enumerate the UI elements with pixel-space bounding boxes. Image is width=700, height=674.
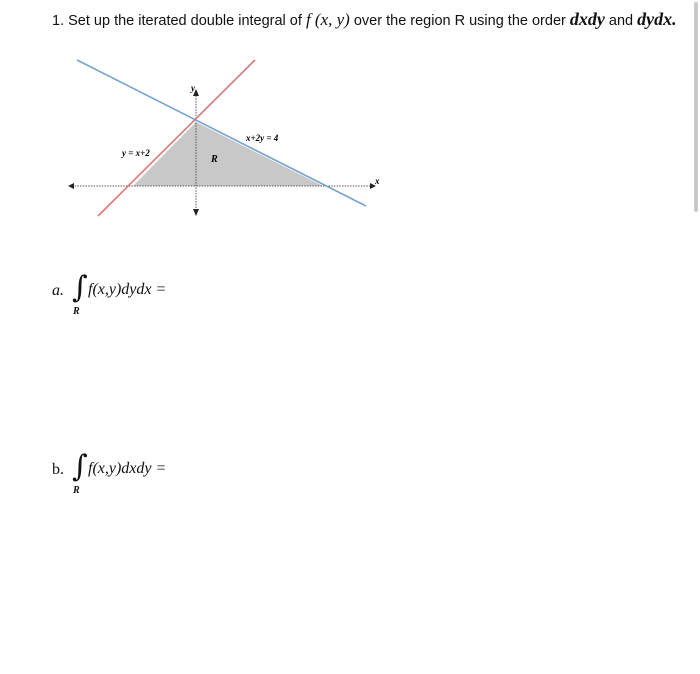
part-a-expression: f(x,y)dydx = — [88, 281, 167, 298]
question-conj: and — [608, 13, 634, 29]
line-1-label: y = x+2 — [122, 148, 150, 158]
question-middle: over the region R using the order — [353, 13, 566, 29]
part-b-expression: f(x,y)dxdy = — [88, 460, 167, 477]
y-axis-down-arrow — [193, 209, 199, 216]
question-prefix: 1. Set up the iterated double integral of — [52, 13, 302, 29]
question-order-2: dydx. — [637, 9, 677, 29]
x-axis-left-arrow — [68, 183, 74, 189]
y-axis-label: y — [191, 83, 195, 93]
line-2-label: x+2y = 4 — [246, 133, 279, 143]
question-text — [52, 9, 677, 30]
part-b-label: b. — [52, 461, 64, 478]
question-order-1: dxdy — [569, 9, 605, 29]
x-axis-label: x — [375, 176, 380, 186]
part-a-integral-sign: ∫ — [72, 270, 88, 305]
region-figure — [60, 55, 390, 225]
page-scrollbar[interactable] — [694, 2, 698, 212]
question-function: f (x, y) — [305, 10, 350, 29]
part-a-region-subscript: R — [73, 306, 80, 317]
part-b-region-subscript: R — [73, 485, 80, 496]
part-b-integral-sign: ∫ — [72, 449, 88, 484]
part-a-label: a. — [52, 282, 64, 299]
region-label: R — [211, 154, 218, 165]
